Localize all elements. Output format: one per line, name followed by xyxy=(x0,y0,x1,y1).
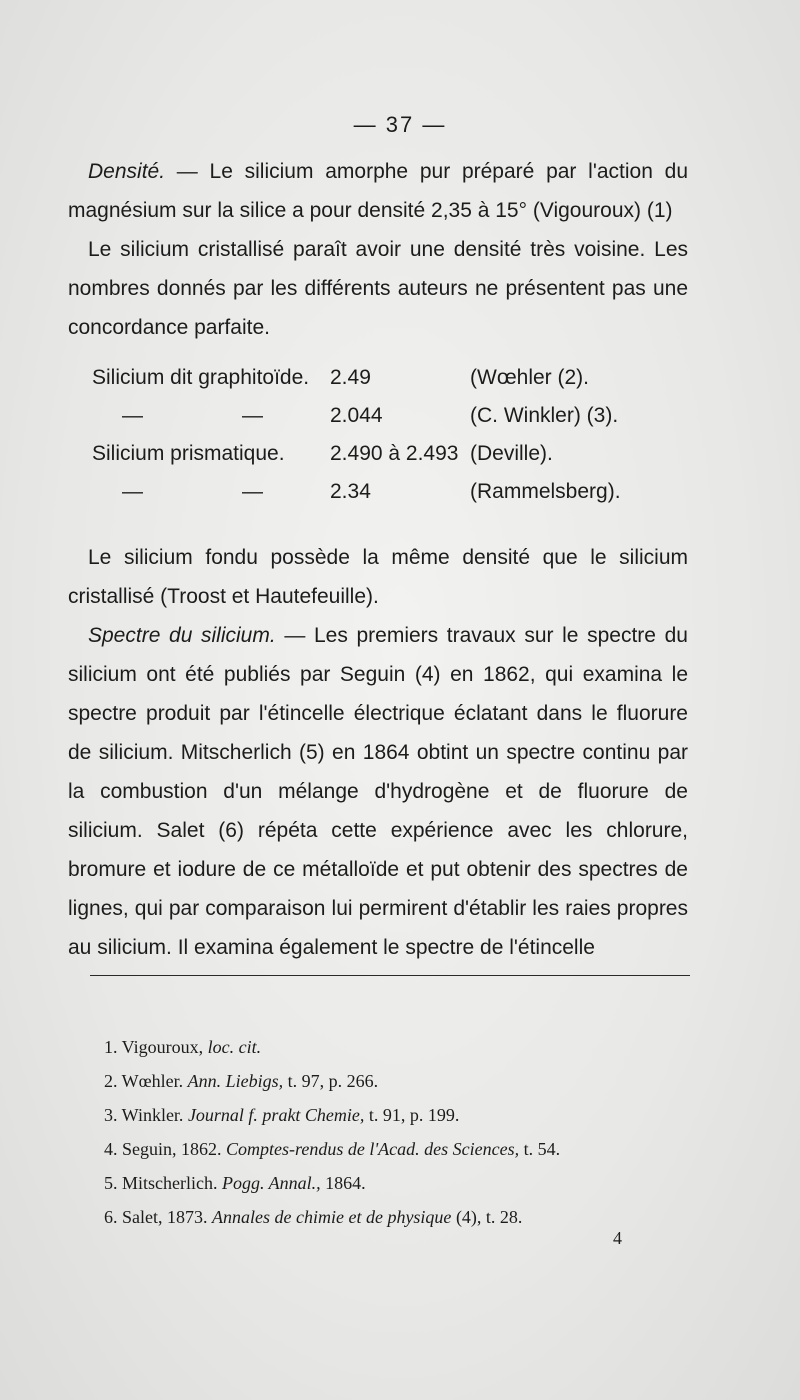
footnote-text: Vigouroux, xyxy=(117,1037,208,1057)
footnote-text: Salet, 1873. xyxy=(117,1207,212,1227)
density-value: 2.490 à 2.493 xyxy=(330,442,459,465)
footnote-number: 2. xyxy=(104,1071,118,1091)
signature-mark: 4 xyxy=(613,1228,622,1248)
paragraph-fused: Le silicium fondu possède la même densité que le silicium cristallisé (Troost et Hautefeuille). xyxy=(68,546,688,608)
footnote xyxy=(104,1030,704,1064)
footnote-divider xyxy=(90,975,690,976)
footnote-number: 5. xyxy=(104,1173,118,1193)
footnote-title: Journal f. prakt Chemie, xyxy=(187,1105,365,1125)
ditto-mark: — xyxy=(242,480,263,503)
paragraph-spectrum xyxy=(68,616,688,967)
author: (C. Winkler) (3). xyxy=(470,404,619,427)
ditto-mark: — xyxy=(122,480,143,503)
footnote-text: Seguin, 1862. xyxy=(117,1139,227,1159)
density-value: 2.34 xyxy=(330,480,371,503)
table-row xyxy=(92,442,692,480)
ditto-mark: — xyxy=(242,404,263,427)
footnote-title: Ann. Liebigs, xyxy=(187,1071,284,1091)
footnote xyxy=(104,1166,704,1200)
footnote-text: t. 91, p. 199. xyxy=(364,1105,460,1125)
material-name: Silicium prismatique. xyxy=(92,442,285,465)
ditto-mark: — xyxy=(122,404,143,427)
paragraph-crystallized: Le silicium cristallisé paraît avoir une densité très voisine. Les nombres donnés par les différents auteurs ne présentent pas une concordance parfaite. xyxy=(68,238,688,339)
paragraph-text: — Le silicium amorphe pur préparé par l'action du magnésium sur la silice a pour densité 2,35 à 15° (Vigouroux) (1) xyxy=(68,160,688,222)
footnotes xyxy=(104,1030,704,1234)
footnote xyxy=(104,1064,704,1098)
footnote-text: t. 54. xyxy=(519,1139,561,1159)
paragraph-label: Spectre du silicium. xyxy=(88,624,276,647)
paragraph-density xyxy=(68,152,688,230)
paragraph-text: — Les premiers travaux sur le spectre du silicium ont été publiés par Seguin (4) en 1862, qui examina le spectre produit par l'étincelle électrique éclatant dans le fluorure de silicium. Mitscherlich (5) en 1864 obtint un spectre continu par la combustion d'un mélange d'hydrogène et de fluorure de silicium. Salet (6) répéta cette expérience avec les chlorure, bromure et iodure de ce métalloïde et put obtenir des spectres de lignes, qui par comparaison lui permirent d'établir les raies propres au silicium. Il examina également le spectre de l'étincelle xyxy=(68,624,688,959)
footnote-number: 4. xyxy=(104,1139,118,1159)
table-row xyxy=(92,404,692,442)
section-density xyxy=(68,152,688,347)
footnote-title: loc. cit. xyxy=(207,1037,262,1057)
footnote-number: 6. xyxy=(104,1207,118,1227)
material-name: Silicium dit graphitoïde. xyxy=(92,366,310,389)
density-value: 2.49 xyxy=(330,366,371,389)
footnote-text: (4), t. 28. xyxy=(451,1207,523,1227)
footnote-text: 1864. xyxy=(320,1173,366,1193)
author: (Deville). xyxy=(470,442,553,465)
footnote-title: Annales de chimie et de physique xyxy=(212,1207,452,1227)
footnote-text: Mitscherlich. xyxy=(117,1173,222,1193)
section-spectrum xyxy=(68,538,688,967)
density-value: 2.044 xyxy=(330,404,383,427)
footnote-number: 3. xyxy=(104,1105,118,1125)
paragraph-label: Densité. xyxy=(88,160,166,183)
footnote-text: t. 97, p. 266. xyxy=(283,1071,379,1091)
footnote-title: Comptes-rendus de l'Acad. des Sciences, xyxy=(226,1139,520,1159)
footnote-text: Wœhler. xyxy=(117,1071,188,1091)
footnote-number: 1. xyxy=(104,1037,118,1057)
footnote-text: Winkler. xyxy=(117,1105,188,1125)
page-number: — 37 — xyxy=(353,112,447,137)
table-row xyxy=(92,480,692,518)
density-table xyxy=(92,366,692,518)
author: (Wœhler (2). xyxy=(470,366,589,389)
table-row xyxy=(92,366,692,404)
footnote xyxy=(104,1098,704,1132)
footnote xyxy=(104,1132,704,1166)
author: (Rammelsberg). xyxy=(470,480,621,503)
footnote-title: Pogg. Annal., xyxy=(221,1173,321,1193)
